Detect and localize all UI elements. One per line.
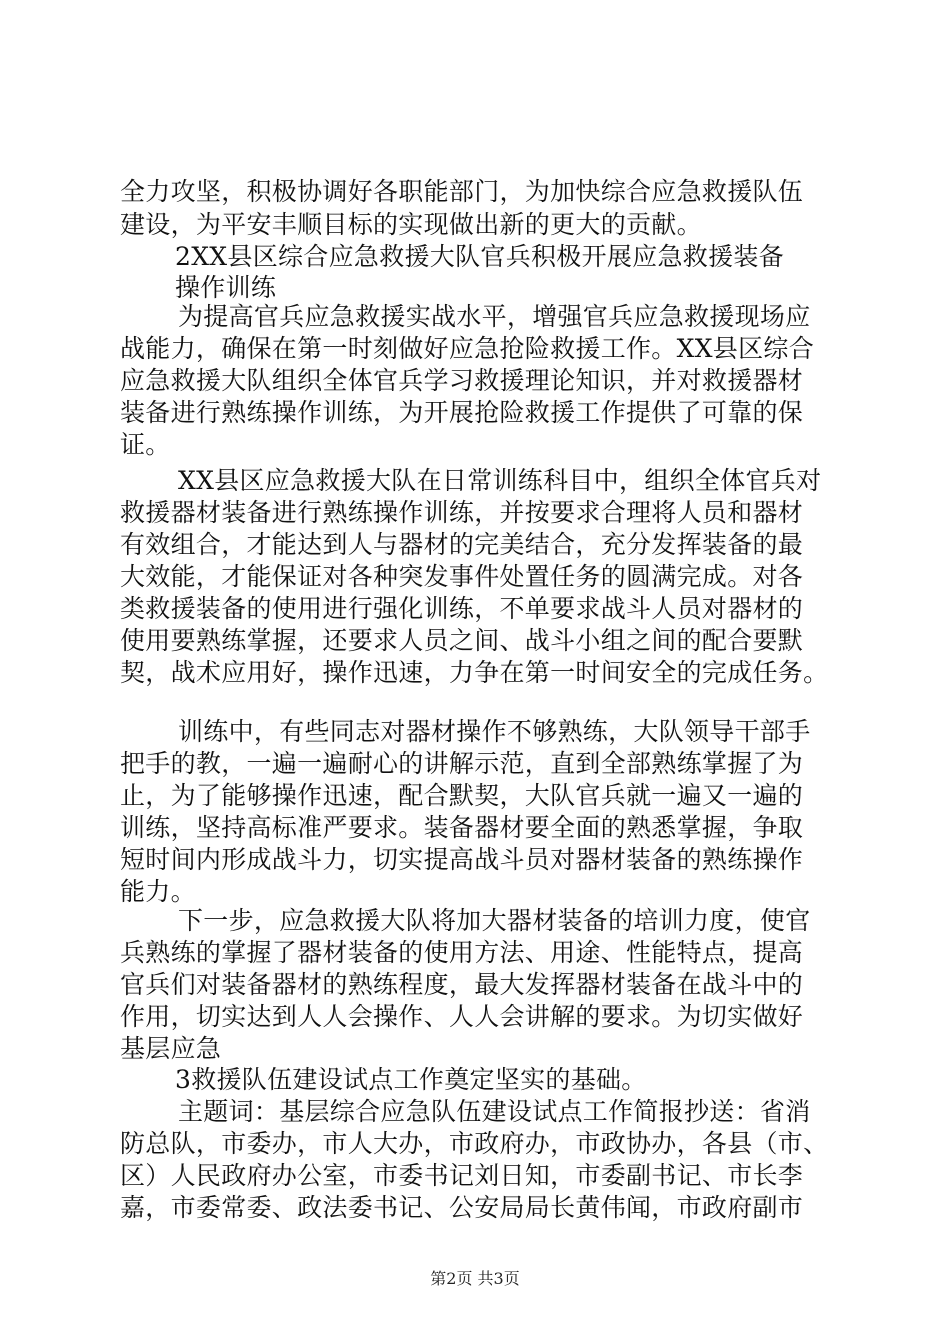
text-line: 嘉，市委常委、政法委书记、公安局局长黄伟闻，市政府副市 — [120, 1193, 804, 1222]
text-line: 使用要熟练掌握，还要求人员之间、战斗小组之间的配合要默 — [120, 626, 804, 655]
text-line: XX县区应急救援大队在日常训练科目中，组织全体官兵对 — [178, 466, 822, 495]
text-line: 区）人民政府办公室，市委书记刘日知，市委副书记、市长李 — [120, 1161, 804, 1190]
text-line: 短时间内形成战斗力，切实提高战斗员对器材装备的熟练操作 — [120, 845, 804, 874]
text-line: 能力。 — [120, 877, 196, 906]
text-line: 建设，为平安丰顺目标的实现做出新的更大的贡献。 — [120, 210, 702, 239]
section-heading: 操作训练 — [175, 273, 277, 302]
text-line: 基层应急 — [120, 1034, 222, 1063]
text-line: 为提高官兵应急救援实战水平，增强官兵应急救援现场应 — [178, 302, 811, 331]
text-line: 官兵们对装备器材的熟练程度，最大发挥器材装备在战斗中的 — [120, 970, 804, 999]
text-line: 把手的教，一遍一遍耐心的讲解示范，直到全部熟练掌握了为 — [120, 749, 804, 778]
text-line: 应急救援大队组织全体官兵学习救援理论知识，并对救援器材 — [120, 366, 804, 395]
text-line: 类救援装备的使用进行强化训练，不单要求战斗人员对器材的 — [120, 594, 804, 623]
text-line: 训练，坚持高标准严要求。装备器材要全面的熟悉掌握，争取 — [120, 813, 804, 842]
section-heading: 2XX县区综合应急救援大队官兵积极开展应急救援装备 — [175, 242, 785, 271]
text-line: 3救援队伍建设试点工作奠定坚实的基础。 — [175, 1065, 647, 1094]
text-line: 止，为了能够操作迅速，配合默契，大队官兵就一遍又一遍的 — [120, 781, 804, 810]
page-footer: 第2页 共3页 — [430, 1269, 520, 1288]
text-line: 作用，切实达到人人会操作、人人会讲解的要求。为切实做好 — [120, 1002, 804, 1031]
text-line: 主题词：基层综合应急队伍建设试点工作简报抄送：省消 — [178, 1097, 811, 1126]
text-line: 救援器材装备进行熟练操作训练，并按要求合理将人员和器材 — [120, 498, 804, 527]
text-line: 防总队，市委办，市人大办，市政府办，市政协办，各县（市、 — [120, 1129, 829, 1158]
text-line: 契，战术应用好，操作迅速，力争在第一时间安全的完成任务。 — [120, 658, 829, 687]
text-line: 全力攻坚，积极协调好各职能部门，为加快综合应急救援队伍 — [120, 177, 804, 206]
text-line: 大效能，才能保证对各种突发事件处置任务的圆满完成。对各 — [120, 562, 804, 591]
text-line: 有效组合，才能达到人与器材的完美结合，充分发挥装备的最 — [120, 530, 804, 559]
text-line: 训练中，有些同志对器材操作不够熟练，大队领导干部手 — [178, 717, 811, 746]
text-line: 证。 — [120, 430, 171, 459]
text-line: 战能力，确保在第一时刻做好应急抢险救援工作。XX县区综合 — [120, 334, 814, 363]
text-line: 兵熟练的掌握了器材装备的使用方法、用途、性能特点，提高 — [120, 938, 804, 967]
text-line: 装备进行熟练操作训练，为开展抢险救援工作提供了可靠的保 — [120, 398, 804, 427]
text-line: 下一步，应急救援大队将加大器材装备的培训力度，使官 — [178, 906, 811, 935]
